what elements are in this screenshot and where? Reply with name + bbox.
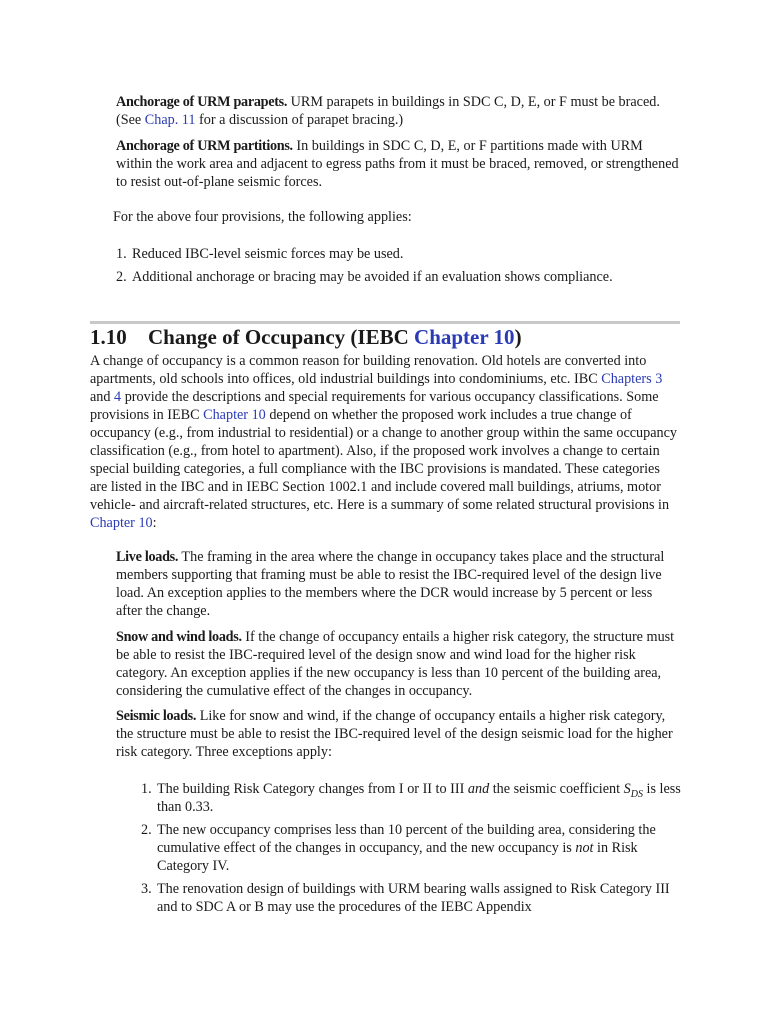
link-chapter-10[interactable]: Chapter 10 (203, 407, 266, 423)
symbol-s-ds: $S_{DS}$ (623, 781, 643, 800)
paragraph-above-provisions: For the above four provisions, the following applies: (113, 209, 412, 225)
paragraph-urm-partitions (116, 137, 681, 191)
list-item: 2. The new occupancy comprises less than 10 percent of the building area, considering the cumulative effect of the changes in occupancy, and the new occupancy is not in Risk Category IV. (141, 822, 656, 874)
paragraph-text: In buildings in SDC C, D, E, or F partitions made with URM within the work area and adjacent to egress paths from it must be braced, removed, or strengthened to resist out-of-plane seismic forces. (116, 138, 679, 190)
list-item: 2. Additional anchorage or bracing may be avoided if an evaluation shows compliance. (116, 269, 613, 285)
section-heading: 1.10 Change of Occupancy (IEBC Chapter 10) (90, 321, 680, 350)
section-number: 1.10 (90, 325, 127, 349)
link-chapter-10-heading[interactable]: Chapter 10 (414, 325, 515, 349)
link-chap-11[interactable]: Chap. 11 (144, 112, 196, 128)
paragraph-text: for a discussion of parapet bracing.) (195, 112, 404, 128)
run-in-heading: Live loads. (116, 549, 179, 565)
paragraph-seismic-loads: Seismic loads. Like for snow and wind, if the change of occupancy entails a higher risk category, the structure must be able to resist the IBC-required level of the design seismic load for the higher risk category. Three exceptions apply: (116, 708, 673, 760)
exceptions-list (141, 780, 681, 921)
link-chapters-3[interactable]: Chapters 3 (601, 371, 663, 387)
provisions-list (116, 245, 686, 286)
link-chapter-10-summary[interactable]: Chapter 10 (90, 515, 153, 531)
list-item: 1. Reduced IBC-level seismic forces may be used. (116, 246, 404, 262)
paragraph-live-loads: Live loads. The framing in the area where the change in occupancy takes place and the structural members supporting that framing must be able to resist the IBC-required level of the design live load. An exception applies to the members where the DCR would increase by 5 percent or less after the change. (116, 549, 665, 619)
run-in-heading: Anchorage of URM parapets. (116, 94, 288, 110)
list-item: 1. The building Risk Category changes from I or II to III and the seismic coefficient $S_{DS}$ is less than 0.33. (141, 781, 681, 815)
link-chapter-4[interactable]: 4 (114, 389, 122, 405)
paragraph-urm-parapets (116, 93, 681, 129)
paragraph-intro: A change of occupancy is a common reason for building renovation. Old hotels are converted into apartments, old schools into offices, old industrial buildings into condominiums, etc. IBC Chapters 3 and 4 provide the descriptions and special requirements for various occupancy classifications. Some provisions in IEBC Chapter 10 depend on whether the proposed work includes a true change of occupancy (e.g., from industrial to residential) or a change to another group within the same occupancy classification (e.g., from hotel to apartment). Also, if the proposed work involves a change to certain special building categories, a full compliance with the IBC provisions is mandated. These categories are listed in the IBC and in IEBC Section 1002.1 and include covered mall buildings, atriums, motor vehicle- and aircraft-related structures, etc. Here is a summary of some related structural provisions in Chapter 10: (90, 353, 678, 531)
run-in-heading: Snow and wind loads. (116, 629, 242, 645)
section-title: Change of Occupancy (IEBC (148, 325, 415, 349)
list-item: 3. The renovation design of buildings with URM bearing walls assigned to Risk Category III and to SDC A or B may use the procedures of the IEBC Appendix (141, 881, 670, 915)
run-in-heading: Anchorage of URM partitions. (116, 138, 293, 154)
paragraph-snow-wind-loads: Snow and wind loads. If the change of occupancy entails a higher risk category, the structure must be able to resist the IBC-required level of the design snow and wind load for the higher risk category. An exception applies if the new occupancy is less than 10 percent of the building area, considering the cumulative effect of the changes in occupancy. (116, 629, 675, 699)
paragraph-text: URM parapets in buildings in SDC C, D, E, or F must be braced. (See (116, 94, 660, 128)
run-in-heading: Seismic loads. (116, 708, 197, 724)
